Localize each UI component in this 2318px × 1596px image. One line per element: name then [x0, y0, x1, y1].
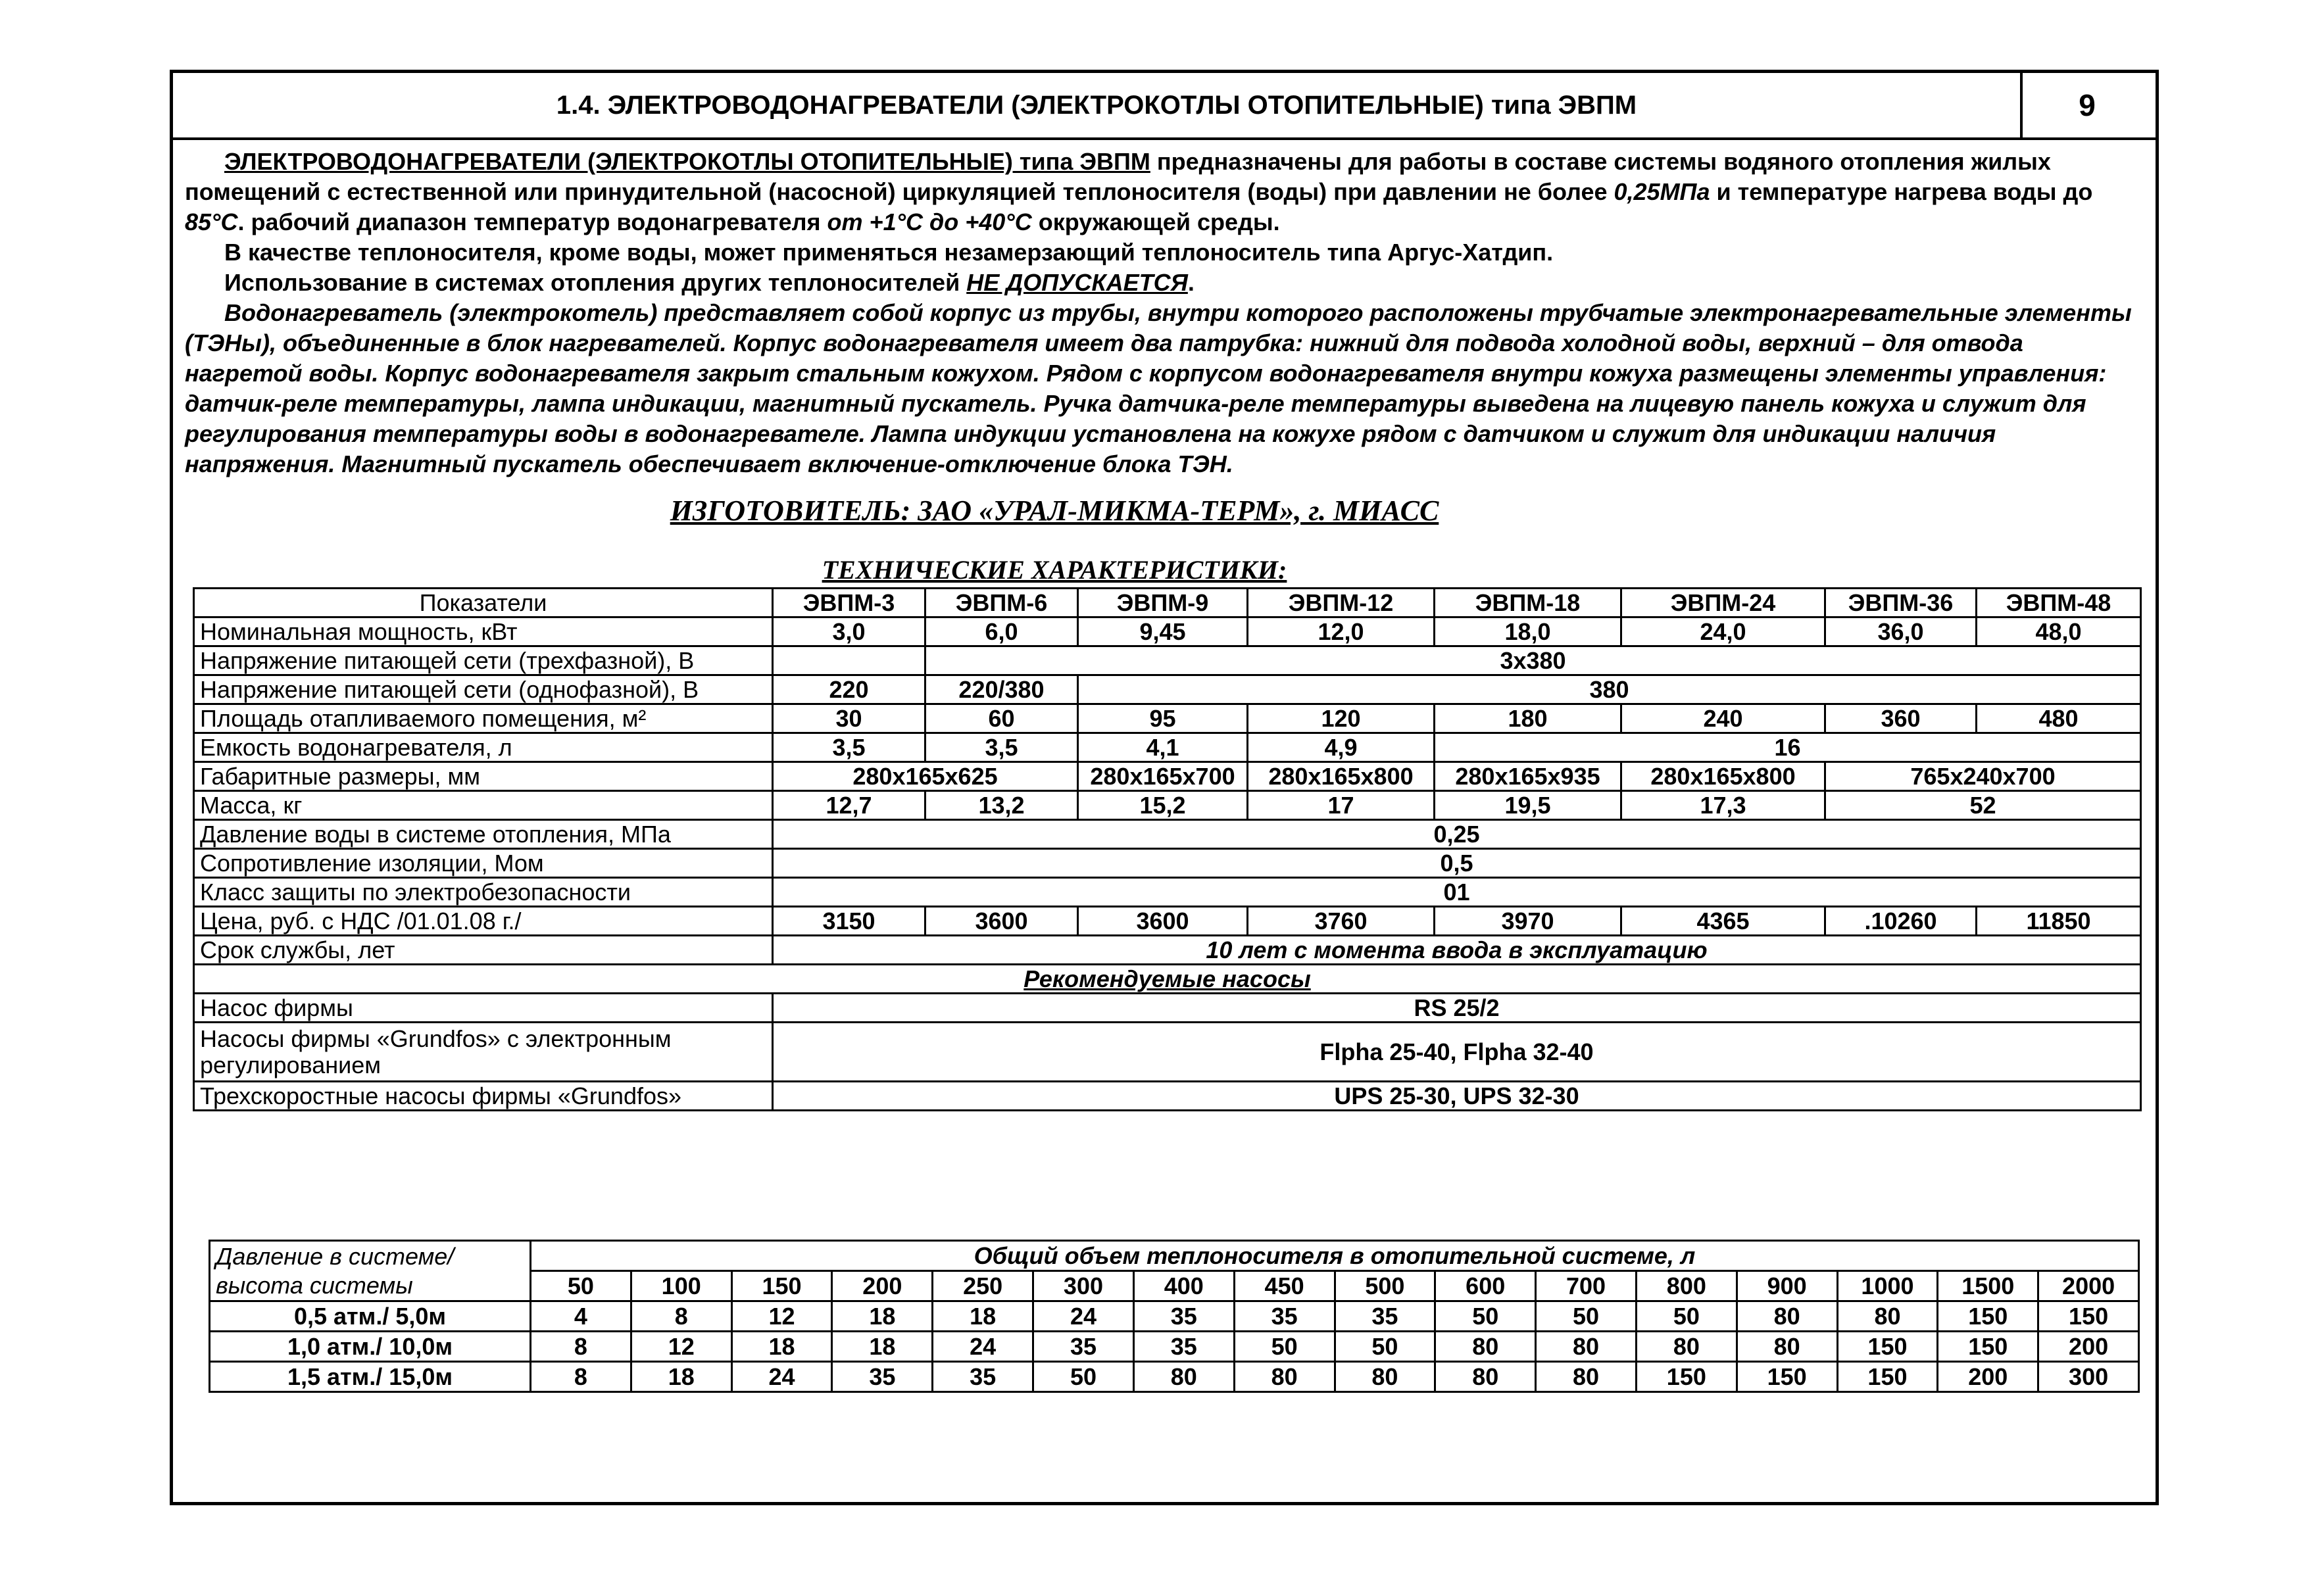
table-cell: 280х165х700 [1078, 762, 1248, 791]
table-cell: 360 [1825, 704, 1977, 733]
header [173, 73, 2156, 140]
table-cell: 8 [631, 1301, 731, 1332]
table-cell: 3970 [1435, 907, 1621, 936]
table-cell: 4,1 [1078, 733, 1248, 762]
table-cell: RS 25/2 [773, 994, 2141, 1023]
row-label: Номинальная мощность, кВт [194, 617, 773, 646]
row-label: Сопротивление изоляции, Мом [194, 849, 773, 878]
table-cell: 18 [731, 1332, 832, 1362]
intro-text-d: окружающей среды. [1031, 208, 1280, 235]
table-cell: 150 [1837, 1332, 1938, 1362]
table-cell: 80 [1435, 1332, 1536, 1362]
document-sheet [170, 70, 2159, 1505]
volume-column-header: 250 [933, 1271, 1033, 1301]
table-row [194, 646, 2141, 675]
model-header: ЭВПМ-3 [773, 589, 925, 617]
intro-paragraph-3 [185, 268, 2145, 298]
manufacturer: ИЗГОТОВИТЕЛЬ: ЗАО «УРАЛ-МИКМА-ТЕРМ», г. МИАСС [670, 495, 1439, 527]
intro-paragraph-4: Водонагреватель (электрокотель) представляет собой корпус из трубы, внутри которого расположены трубчатые электронагревательные элементы (ТЭНы), объединенные в блок нагревателей. Корпус водонагревателя имеет два патрубка: нижний для подвода холодной воды, верхний – для отвода нагретой воды. Корпус водонагревателя закрыт стальным кожухом. Рядом с корпусом водонагревателя внутри кожуха размещены элементы управления: датчик-реле температуры, лампа индикации, магнитный пускатель. Ручка датчика-реле температуры выведена на лицевую панель кожуха и служит для регулирования температуры воды в водонагревателе. Лампа индукции установлена на кожухе рядом с датчиком и служит для индикации наличия напряжения. Магнитный пускатель обеспечивает включение-отключение блока ТЭН. [185, 299, 2132, 477]
table-cell: 280х165х800 [1621, 762, 1825, 791]
table-cell: 15,2 [1078, 791, 1248, 820]
table-cell: 10 лет с момента ввода в эксплуатацию [773, 936, 2141, 965]
table-cell: 6,0 [925, 617, 1078, 646]
table-cell: 150 [1737, 1362, 1837, 1392]
table-row [194, 675, 2141, 704]
volume-column-header: 1000 [1837, 1271, 1938, 1301]
table-cell: 80 [1133, 1362, 1234, 1392]
intro-paragraph-1 [185, 147, 2145, 237]
table-row [194, 849, 2141, 878]
row-label: Цена, руб. с НДС /01.01.08 г./ [194, 907, 773, 936]
intro-temp: 85°С [185, 208, 238, 235]
table-row [194, 994, 2141, 1023]
row-label: 0,5 атм./ 5,0м [210, 1301, 531, 1332]
table-cell: 16 [1435, 733, 2141, 762]
spec-table [193, 587, 2142, 1111]
table-cell: 8 [531, 1362, 631, 1392]
table-row [210, 1362, 2139, 1392]
table-cell: 35 [832, 1362, 933, 1392]
table-cell: 11850 [1977, 907, 2141, 936]
table-row [194, 878, 2141, 907]
model-header: ЭВПМ-36 [1825, 589, 1977, 617]
page-title: 1.4. ЭЛЕКТРОВОДОНАГРЕВАТЕЛИ (ЭЛЕКТРОКОТЛЫ ОТОПИТЕЛЬНЫЕ) типа ЭВПМ [173, 73, 2023, 137]
table-cell: 80 [1536, 1362, 1637, 1392]
volume-column-header: 450 [1234, 1271, 1335, 1301]
row-label: Давление воды в системе отопления, МПа [194, 820, 773, 849]
intro-text-b: и температуре нагрева воды до [1710, 178, 2093, 205]
table-cell: 12,7 [773, 791, 925, 820]
table-cell: 480 [1977, 704, 2141, 733]
table-cell: 150 [1938, 1301, 2038, 1332]
table-cell: 80 [1837, 1301, 1938, 1332]
table-cell: 12 [731, 1301, 832, 1332]
table-row [194, 820, 2141, 849]
model-header: ЭВПМ-18 [1435, 589, 1621, 617]
table-cell: 3150 [773, 907, 925, 936]
table-cell: 80 [1737, 1332, 1837, 1362]
table-cell: 24 [1033, 1301, 1134, 1332]
intro-text-c: . рабочий диапазон температур водонагревателя [237, 208, 827, 235]
table-cell: 18 [631, 1362, 731, 1392]
table-row [194, 762, 2141, 791]
table-cell: 12 [631, 1332, 731, 1362]
table-cell: 18 [832, 1301, 933, 1332]
table-cell: 300 [2038, 1362, 2139, 1392]
intro-text-a: предназначены для работы в составе системы водяного отопления жилых помещений с естественной или принудительной (насосной) циркуляцией теплоносителя (воды) при давлении не более [185, 148, 2051, 205]
table-row [194, 1082, 2141, 1111]
header-label: Показатели [194, 589, 773, 617]
table-cell: .10260 [1825, 907, 1977, 936]
table-row [210, 1301, 2139, 1332]
pumps-subtitle: Рекомендуемые насосы [194, 965, 2141, 994]
table-cell [773, 646, 925, 675]
volume-column-header: 2000 [2038, 1271, 2139, 1301]
table-cell: 30 [773, 704, 925, 733]
row-label: Насосы фирмы «Grundfos» с электронным регулированием [194, 1023, 773, 1082]
table-row [194, 704, 2141, 733]
table-cell: 01 [773, 878, 2141, 907]
table-row [194, 617, 2141, 646]
model-header: ЭВПМ-6 [925, 589, 1078, 617]
table-cell: 3600 [1078, 907, 1248, 936]
table-cell: 35 [1033, 1332, 1134, 1362]
table-cell: 120 [1248, 704, 1435, 733]
table-cell: 36,0 [1825, 617, 1977, 646]
corner-label: Давление в системе/ высота системы [210, 1241, 531, 1301]
table-row [210, 1241, 2139, 1271]
table-row [210, 1332, 2139, 1362]
intro-range: от +1°С до +40°С [827, 208, 1032, 235]
table-cell: 35 [1335, 1301, 1435, 1332]
spec-title: ТЕХНИЧЕСКИЕ ХАРАКТЕРИСТИКИ: [822, 555, 1287, 585]
volume-column-header: 500 [1335, 1271, 1435, 1301]
table-row [194, 936, 2141, 965]
table-cell: 19,5 [1435, 791, 1621, 820]
table-cell: 24 [731, 1362, 832, 1392]
table-cell: 95 [1078, 704, 1248, 733]
intro-pressure: 0,25МПа [1614, 178, 1710, 205]
table-cell: Flpha 25-40, Flpha 32-40 [773, 1023, 2141, 1082]
row-label: Площадь отапливаемого помещения, м² [194, 704, 773, 733]
table-cell: 50 [1335, 1332, 1435, 1362]
table-cell: 48,0 [1977, 617, 2141, 646]
intro-p3-warning: НЕ ДОПУСКАЕТСЯ [966, 269, 1188, 296]
table-cell: 200 [2038, 1332, 2139, 1362]
model-header: ЭВПМ-12 [1248, 589, 1435, 617]
table-cell: 50 [1636, 1301, 1737, 1332]
volume-column-header: 150 [731, 1271, 832, 1301]
table-cell: 80 [1536, 1332, 1637, 1362]
table-cell: 50 [1033, 1362, 1134, 1392]
table-cell: 4365 [1621, 907, 1825, 936]
row-label: 1,5 атм./ 15,0м [210, 1362, 531, 1392]
table-cell: 150 [1636, 1362, 1737, 1392]
table-cell: 17,3 [1621, 791, 1825, 820]
table-cell: 380 [1078, 675, 2141, 704]
volume-column-header: 1500 [1938, 1271, 2038, 1301]
row-label: Напряжение питающей сети (однофазной), В [194, 675, 773, 704]
intro-text [185, 147, 2145, 479]
table-cell: 4,9 [1248, 733, 1435, 762]
table-cell: 3х380 [925, 646, 2141, 675]
table-row [194, 1023, 2141, 1082]
table-row [194, 733, 2141, 762]
row-label: Габаритные размеры, мм [194, 762, 773, 791]
volume-column-header: 900 [1737, 1271, 1837, 1301]
table-cell: 24,0 [1621, 617, 1825, 646]
table-cell: 50 [1435, 1301, 1536, 1332]
row-label: Срок службы, лет [194, 936, 773, 965]
volume-column-header: 600 [1435, 1271, 1536, 1301]
intro-p3-a: Использование в системах отопления других теплоносителей [224, 269, 967, 296]
table-cell: 3,5 [925, 733, 1078, 762]
table-cell: 150 [1837, 1362, 1938, 1392]
table-cell: 80 [1435, 1362, 1536, 1392]
table-cell: 0,25 [773, 820, 2141, 849]
table-cell: 8 [531, 1332, 631, 1362]
volume-table [209, 1240, 2140, 1393]
table-cell: 280х165х625 [773, 762, 1078, 791]
intro-p3-c: . [1187, 269, 1195, 296]
table-cell: 24 [933, 1332, 1033, 1362]
volume-column-header: 50 [531, 1271, 631, 1301]
table-cell: 12,0 [1248, 617, 1435, 646]
intro-lead: ЭЛЕКТРОВОДОНАГРЕВАТЕЛИ (ЭЛЕКТРОКОТЛЫ ОТОПИТЕЛЬНЫЕ) типа ЭВПМ [224, 148, 1150, 175]
page-number: 9 [2079, 88, 2096, 122]
table-cell: 13,2 [925, 791, 1078, 820]
row-label: Насос фирмы [194, 994, 773, 1023]
volume-column-header: 100 [631, 1271, 731, 1301]
volume-column-header: 700 [1536, 1271, 1637, 1301]
table-cell: 3,0 [773, 617, 925, 646]
volume-column-header: 300 [1033, 1271, 1134, 1301]
row-label: 1,0 атм./ 10,0м [210, 1332, 531, 1362]
table-cell: 240 [1621, 704, 1825, 733]
table-cell: 80 [1737, 1301, 1837, 1332]
table-cell: 52 [1825, 791, 2141, 820]
table-cell: 18 [832, 1332, 933, 1362]
table-row [194, 907, 2141, 936]
volume-column-header: 800 [1636, 1271, 1737, 1301]
table-cell: 220 [773, 675, 925, 704]
table-cell: 280х165х935 [1435, 762, 1621, 791]
table-cell: 150 [1938, 1332, 2038, 1362]
table-cell: 220/380 [925, 675, 1078, 704]
table-cell: 80 [1636, 1332, 1737, 1362]
table-cell: 80 [1234, 1362, 1335, 1392]
model-header: ЭВПМ-24 [1621, 589, 1825, 617]
model-header: ЭВПМ-9 [1078, 589, 1248, 617]
row-label: Напряжение питающей сети (трехфазной), В [194, 646, 773, 675]
table-cell: 80 [1335, 1362, 1435, 1392]
table-row [194, 791, 2141, 820]
table-cell: 0,5 [773, 849, 2141, 878]
row-label: Масса, кг [194, 791, 773, 820]
row-label: Емкость водонагревателя, л [194, 733, 773, 762]
table-cell: 35 [1133, 1301, 1234, 1332]
table-row [194, 589, 2141, 617]
table-cell: 765х240х700 [1825, 762, 2141, 791]
table-cell: 200 [1938, 1362, 2038, 1392]
volume-title: Общий объем теплоносителя в отопительной системе, л [531, 1241, 2139, 1271]
table-cell: 3760 [1248, 907, 1435, 936]
intro-paragraph-2: В качестве теплоносителя, кроме воды, может применяться незамерзающий теплоноситель типа Аргус-Хатдип. [224, 239, 1554, 266]
model-header: ЭВПМ-48 [1977, 589, 2141, 617]
table-cell: 4 [531, 1301, 631, 1332]
table-cell: 35 [1234, 1301, 1335, 1332]
volume-column-header: 200 [832, 1271, 933, 1301]
volume-column-header: 400 [1133, 1271, 1234, 1301]
table-cell: 50 [1536, 1301, 1637, 1332]
row-label: Трехскоростные насосы фирмы «Grundfos» [194, 1082, 773, 1111]
table-cell: 150 [2038, 1301, 2139, 1332]
table-cell: 180 [1435, 704, 1621, 733]
table-cell: 3600 [925, 907, 1078, 936]
table-row [194, 965, 2141, 994]
table-cell: 35 [933, 1362, 1033, 1392]
table-cell: 50 [1234, 1332, 1335, 1362]
table-cell: 17 [1248, 791, 1435, 820]
table-cell: 9,45 [1078, 617, 1248, 646]
table-cell: UPS 25-30, UPS 32-30 [773, 1082, 2141, 1111]
table-cell: 18 [933, 1301, 1033, 1332]
table-cell: 60 [925, 704, 1078, 733]
row-label: Класс защиты по электробезопасности [194, 878, 773, 907]
table-cell: 18,0 [1435, 617, 1621, 646]
table-cell: 280х165х800 [1248, 762, 1435, 791]
table-cell: 35 [1133, 1332, 1234, 1362]
table-cell: 3,5 [773, 733, 925, 762]
